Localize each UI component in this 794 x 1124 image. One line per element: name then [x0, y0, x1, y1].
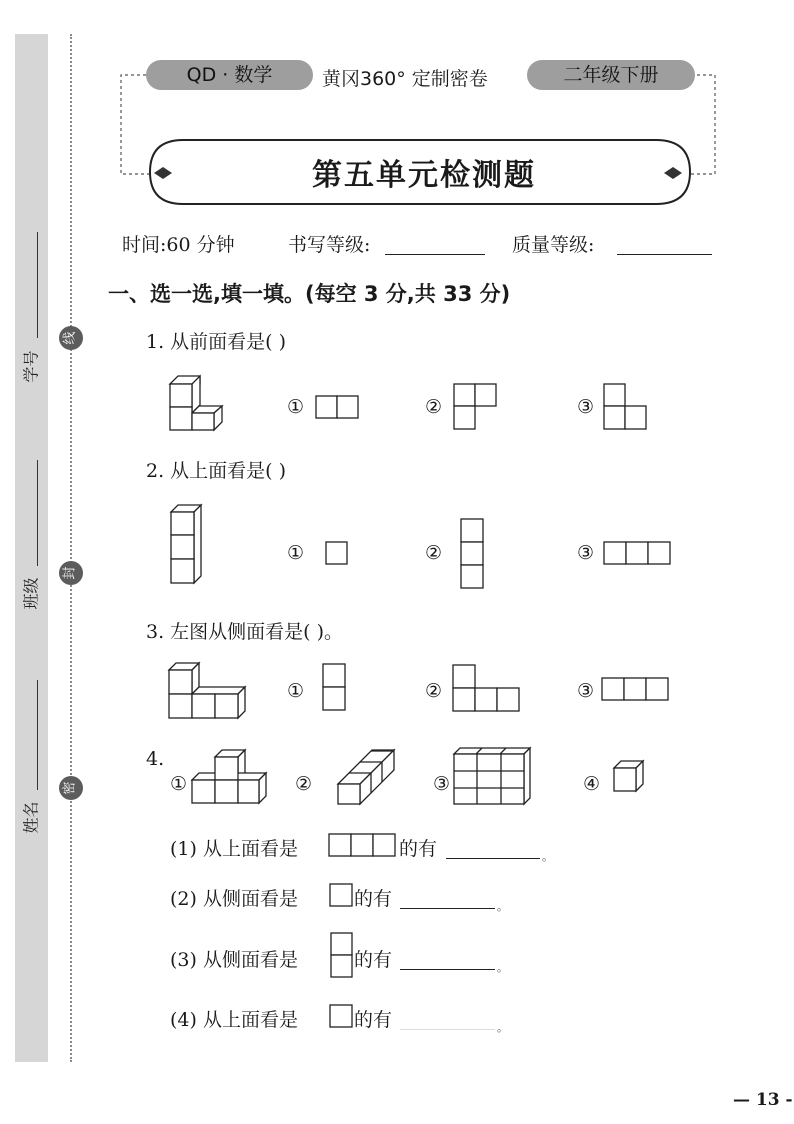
class-blank [37, 460, 38, 566]
q4-figure-2 [336, 744, 402, 810]
sub-question-1-prefix: (1) 从上面看是 [170, 838, 298, 860]
q2-option-3-marker: ③ [577, 542, 595, 564]
seal-line: 线 [59, 326, 83, 350]
sub-question-4-suffix: 的有 [354, 1009, 393, 1031]
student-id-label: 学号 [21, 350, 41, 383]
brand-name: 黄冈360° 定制密卷 [322, 68, 488, 90]
sub-question-2-answer-blank[interactable] [400, 886, 495, 909]
sub-question-2-end: 。 [497, 900, 508, 913]
class-label: 班级 [21, 577, 41, 610]
sub-question-3-prefix: (3) 从侧面看是 [170, 949, 298, 971]
q3-option-2-marker: ② [425, 680, 443, 702]
quality-grade-label: 质量等级: [512, 234, 595, 256]
q3-option-3-marker: ③ [577, 680, 595, 702]
question-1: 1. 从前面看是( ) [146, 331, 287, 353]
student-id-blank [37, 232, 38, 338]
sub-question-4-end: 。 [497, 1021, 508, 1034]
quality-grade-blank[interactable] [617, 232, 712, 255]
q3-option-1-figure[interactable] [322, 663, 348, 713]
seal-seal: 封 [59, 561, 83, 585]
sub-question-3-suffix: 的有 [354, 949, 393, 971]
sub-question-2-suffix: 的有 [354, 888, 393, 910]
question-2: 2. 从上面看是( ) [146, 460, 287, 482]
question-3: 3. 左图从侧面看是( )。 [146, 621, 344, 643]
seal-dense: 密 [59, 776, 83, 800]
question-4-number: 4. [146, 748, 165, 770]
q3-option-1-marker: ① [287, 680, 305, 702]
sub-question-3-end: 。 [497, 961, 508, 974]
sub-question-1-end: 。 [542, 850, 553, 863]
page-title: 第五单元检测题 [312, 158, 536, 193]
q4-figure-3 [452, 746, 534, 808]
sub-question-3-answer-blank[interactable] [400, 947, 495, 970]
q2-option-1-marker: ① [287, 542, 305, 564]
q1-option-1-figure[interactable] [315, 395, 361, 420]
q4-figure-1 [191, 748, 271, 808]
sub-question-1-suffix: 的有 [399, 838, 438, 860]
q1-figure [168, 374, 228, 436]
subject-badge: QD · 数学 [146, 60, 313, 90]
sub-question-4-answer-blank[interactable] [400, 1007, 495, 1030]
sub-question-1-shape [328, 833, 398, 858]
name-blank [37, 680, 38, 790]
q2-figure [168, 502, 208, 586]
q2-option-2-marker: ② [425, 542, 443, 564]
q4-figure-2-marker: ② [295, 773, 313, 795]
section-heading: 一、选一选,填一填。(每空 3 分,共 33 分) [108, 282, 511, 306]
q1-option-1-marker: ① [287, 396, 305, 418]
grade-badge: 二年级下册 [527, 60, 695, 90]
q4-figure-4-marker: ④ [583, 773, 601, 795]
q3-option-3-figure[interactable] [601, 677, 671, 702]
q2-option-3-figure[interactable] [603, 541, 673, 566]
sub-question-4-shape [329, 1004, 354, 1029]
q1-option-2-marker: ② [425, 396, 443, 418]
sub-question-4-prefix: (4) 从上面看是 [170, 1009, 298, 1031]
sub-question-3-shape [330, 932, 354, 980]
q4-figure-3-marker: ③ [433, 773, 451, 795]
q2-option-1-figure[interactable] [325, 541, 350, 566]
sub-question-1-answer-blank[interactable] [446, 836, 540, 859]
q4-figure-4 [612, 758, 648, 796]
q3-figure [167, 660, 249, 722]
writing-grade-blank[interactable] [385, 232, 485, 255]
time-label: 时间:60 分钟 [122, 234, 235, 256]
q3-option-2-figure[interactable] [452, 664, 522, 714]
q1-option-3-figure[interactable] [603, 383, 649, 433]
sub-question-2-shape [329, 883, 354, 908]
q4-figure-1-marker: ① [170, 773, 188, 795]
sub-question-2-prefix: (2) 从侧面看是 [170, 888, 298, 910]
page-number: — 13 - [733, 1090, 793, 1110]
name-label: 姓名 [21, 801, 41, 834]
q1-option-2-figure[interactable] [453, 383, 499, 433]
writing-grade-label: 书写等级: [288, 234, 371, 256]
q1-option-3-marker: ③ [577, 396, 595, 418]
q2-option-2-figure[interactable] [460, 518, 486, 590]
